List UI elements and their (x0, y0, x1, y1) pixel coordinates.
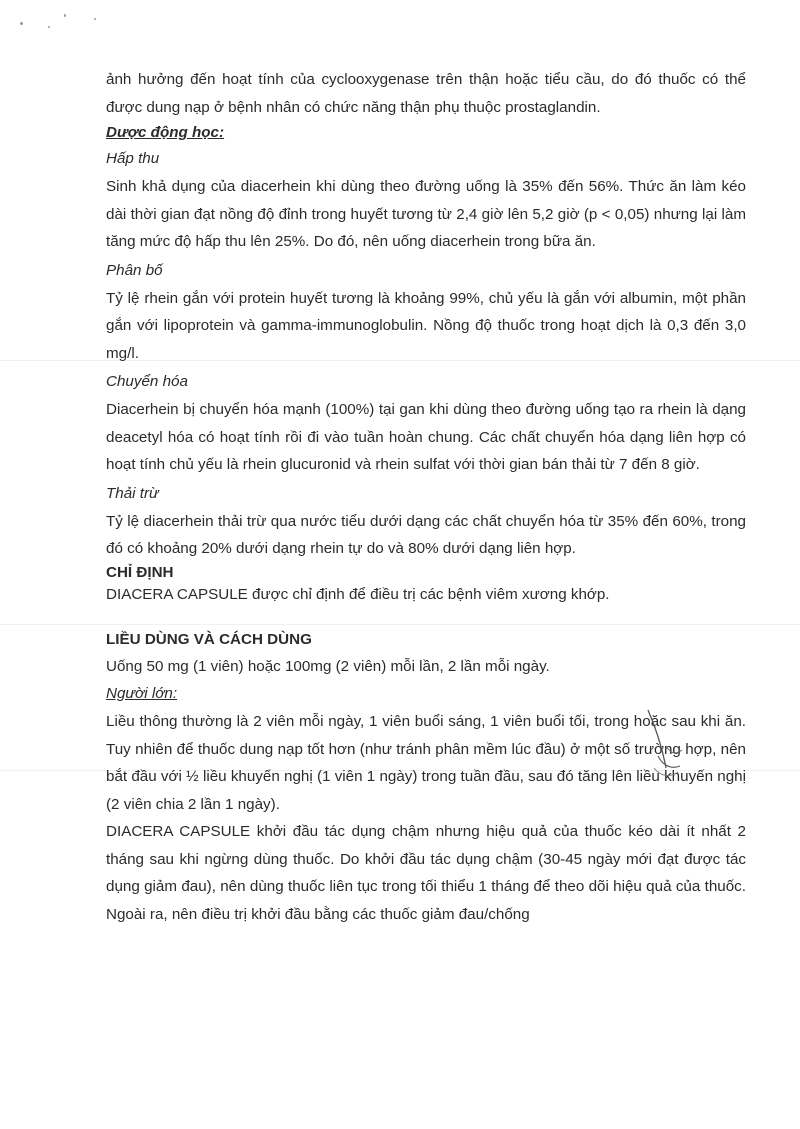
scan-speck (20, 22, 23, 25)
scan-speck (94, 18, 96, 20)
paragraph-absorption: Sinh khả dụng của diacerhein khi dùng theo đường uống là 35% đến 56%. Thức ăn làm kéo dài thời gian đạt nồng độ đỉnh trong huyết tương từ 2,4 giờ lên 5,2 giờ (p < 0,05) nhưng lại làm tăng mức độ hấp thu lên 25%. Do đó, nên uống diacerhein trong bữa ăn. (106, 178, 746, 250)
subheading-distribution: Phân bố (106, 261, 163, 279)
subheading-metabolism: Chuyển hóa (106, 373, 188, 390)
heading-pharmacokinetics: Dược động học: (106, 124, 225, 141)
paragraph-prostaglandin: ảnh hưởng đến hoạt tính của cyclooxygenase trên thận hoặc tiểu cầu, do đó thuốc có thể được dung nạp ở bệnh nhân có chức năng thận phụ thuộc prostaglandin. (106, 71, 746, 116)
paragraph-indications: DIACERA CAPSULE được chỉ định để điều trị các bệnh viêm xương khớp. (106, 585, 610, 603)
scan-speck (64, 14, 66, 17)
scan-speck (48, 26, 50, 28)
document-body (106, 66, 746, 928)
paragraph-onset: DIACERA CAPSULE khởi đầu tác dụng chậm nhưng hiệu quả của thuốc kéo dài ít nhất 2 tháng sau khi ngừng dùng thuốc. Do khởi đầu tác dụng chậm (30-45 ngày mới đạt được tác dụng giảm đau), nên dùng thuốc liên tục trong tối thiểu 1 tháng để theo dõi hiệu quả của thuốc. Ngoài ra, nên điều trị khởi đầu bằng các thuốc giảm đau/chống (106, 823, 746, 923)
paragraph-distribution: Tỷ lệ rhein gắn với protein huyết tương là khoảng 99%, chủ yếu là gắn với albumin, một phần gắn với lipoprotein và gamma-immunoglobulin. Nồng độ thuốc trong hoạt dịch là 0,3 đến 3,0 mg/l. (106, 289, 746, 362)
heading-indications: CHỈ ĐỊNH (106, 563, 174, 581)
subheading-absorption: Hấp thu (106, 150, 160, 167)
paragraph-elimination: Tỷ lệ diacerhein thải trừ qua nước tiểu dưới dạng các chất chuyển hóa từ 35% đến 60%, trong đó có khoảng 20% dưới dạng rhein tự do và 80% dưới dạng liên hợp. (106, 512, 746, 557)
paragraph-dosage-general: Uống 50 mg (1 viên) hoặc 100mg (2 viên) mỗi lần, 2 lần mỗi ngày. (106, 657, 550, 675)
subheading-adults: Người lớn: (106, 685, 178, 702)
paragraph-adult-dose: Liều thông thường là 2 viên mỗi ngày, 1 viên buổi sáng, 1 viên buổi tối, trong hoặc sau khi ăn. Tuy nhiên để thuốc dung nạp tốt hơn (như tránh phân mềm lúc đầu) ở một số trường hợp, nên bắt đầu với ½ liều khuyến nghị (1 viên 1 ngày) trong tuần đầu, sau đó tăng lên liều khuyến nghị (2 viên chia 2 lần 1 ngày). (106, 713, 746, 813)
heading-dosage: LIỀU DÙNG VÀ CÁCH DÙNG (106, 630, 312, 648)
subheading-elimination: Thải trừ (106, 484, 159, 502)
paragraph-metabolism: Diacerhein bị chuyển hóa mạnh (100%) tại gan khi dùng theo đường uống tạo ra rhein là dạng deacetyl hóa có hoạt tính rồi đi vào tuần hoàn chung. Các chất chuyển hóa dạng liên hợp có hoạt tính chủ yếu là rhein glucuronid và rhein sulfat với thời gian bán thải từ 7 đến 8 giờ. (106, 401, 746, 473)
